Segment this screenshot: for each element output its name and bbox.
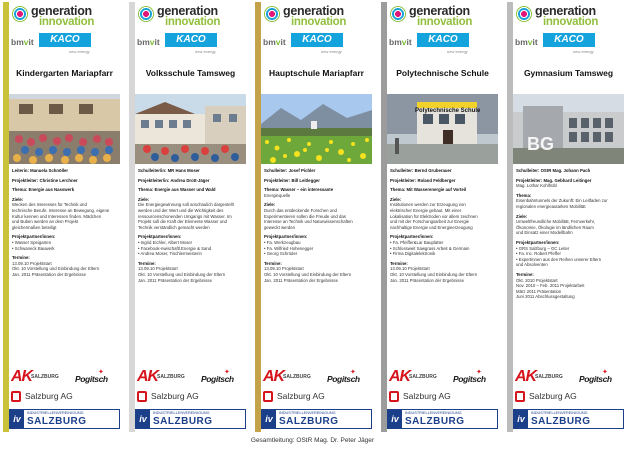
generation-wordmark: generation: [535, 4, 596, 18]
bmvit-logo: bmvit: [137, 37, 160, 47]
photo-signage-text: Polytechnische Schule: [415, 108, 481, 114]
iv-badge-icon: iv: [10, 410, 24, 428]
description-line: Jan. 2011 Präsentation der Ergebnisse: [12, 271, 86, 277]
description-line: Umweltfreundliche Mobilität, Fernverkehr,: [516, 219, 596, 225]
description-line: technische Berufe. Interesse an Bewegung, eigene: [12, 207, 110, 213]
pogitsch-logo: [201, 371, 239, 387]
kaco-tagline: new energy: [69, 49, 90, 54]
description-line: Okt. 2010 Projektstart: [516, 277, 558, 283]
generation-innovation-logo-icon: [12, 6, 28, 22]
salzburg-ag-mark-icon: [515, 391, 525, 402]
iv-badge-icon: iv: [514, 410, 528, 428]
ak-logo: AK: [11, 368, 33, 385]
description-line: • Firma Digitalelektronik: [390, 251, 436, 257]
pogitsch-logo: [75, 371, 113, 387]
description-line: Energiequelle: [264, 192, 291, 198]
school-title: Hauptschule Mariapfarr: [269, 68, 364, 78]
iv-badge-icon: iv: [136, 410, 150, 428]
description-line: • Georg Schröder: [264, 251, 298, 257]
description-line: Projektpartner/innen:: [12, 234, 56, 240]
salzburg-ag-logo: [263, 390, 363, 404]
description-line: Ziele:: [516, 213, 528, 219]
description-line: Lokalisation für Elektroden vor allem zeichnen: [390, 213, 478, 219]
description-line: Experimentieren sollen die Freude und das: [264, 213, 346, 219]
pogitsch-wordmark: Pogitsch: [75, 374, 108, 384]
project-description: [264, 168, 370, 283]
bmvit-logo: bmvit: [515, 37, 538, 47]
kaco-tagline: new energy: [195, 49, 216, 54]
salzburg-ag-label: Salzburg AG: [403, 391, 451, 401]
school-poster-3: [255, 2, 372, 432]
description-line: Projektleiter: Bill Leitlegger: [264, 177, 320, 183]
iv-badge-icon: iv: [262, 410, 276, 428]
description-line: Leiterin: Manuela Schnöller: [12, 168, 69, 173]
description-line: Okt. 10 Vorstellung und Einbindung der Eltern: [12, 266, 100, 272]
iv-line2: SALZBURG: [279, 416, 339, 427]
iv-line2: SALZBURG: [531, 416, 591, 427]
description-line: Ökonomie, Ökologie im ländlichen Raum: [516, 224, 594, 230]
sponsor-header: [9, 2, 120, 62]
star-icon: ✦: [602, 369, 608, 376]
pogitsch-wordmark: Pogitsch: [201, 374, 234, 384]
innovation-wordmark: innovation: [543, 16, 599, 28]
description-line: Schulleiter/in: MR Hans Moser: [138, 168, 200, 173]
bmvit-logo: bmvit: [263, 37, 286, 47]
salzburg-ag-logo: [389, 390, 489, 404]
footer-credit: Gesamtleitung: OStR Mag. Dr. Peter Jäger: [250, 437, 375, 444]
pogitsch-wordmark: Pogitsch: [453, 374, 486, 384]
generation-innovation-logo-icon: [390, 6, 406, 22]
sponsor-logos-row: [11, 368, 116, 390]
description-line: 13.09.10 Projektstart: [264, 266, 304, 272]
school-poster-2: [129, 2, 246, 432]
sponsor-header: [513, 2, 624, 62]
innovation-wordmark: innovation: [165, 16, 221, 28]
iv-line1: INDUSTRIELLENVEREINIGUNG: [279, 411, 336, 415]
salzburg-ag-label: Salzburg AG: [151, 391, 199, 401]
kaco-logo: KACO: [291, 33, 343, 47]
poster-row: [3, 2, 623, 434]
description-line: März 2011 Präsentation: [516, 288, 562, 294]
poster-edge-stripe: [381, 2, 387, 432]
school-photo: [9, 94, 120, 164]
kaco-tagline: new energy: [321, 49, 342, 54]
description-line: Ziele:: [264, 202, 276, 208]
description-line: Technik verständlich gemacht werden: [138, 224, 210, 230]
sponsor-logos-row: [137, 368, 242, 390]
description-line: Thema:: [516, 192, 532, 198]
kaco-tagline: new energy: [447, 49, 468, 54]
description-line: Ziele:: [138, 196, 150, 202]
ak-salzburg-label: SALZBURG: [535, 374, 563, 380]
description-line: Termine:: [138, 260, 156, 266]
generation-wordmark: generation: [31, 4, 92, 18]
description-line: Thema: Mit Wasserenergie auf Vorteil: [390, 187, 467, 193]
iv-line2: SALZBURG: [153, 416, 213, 427]
generation-innovation-logo-icon: [138, 6, 154, 22]
school-poster-1: [3, 2, 120, 432]
salzburg-ag-label: Salzburg AG: [277, 391, 325, 401]
ak-salzburg-label: SALZBURG: [283, 374, 311, 380]
star-icon: ✦: [350, 369, 356, 376]
sponsor-header: [135, 2, 246, 62]
school-title: Gymnasium Tamsweg: [523, 68, 614, 78]
description-line: • Ingrid Eichler, Albert Moser: [138, 239, 193, 245]
description-line: • Fa. Inc. Robert Pfeffer: [516, 251, 561, 257]
iv-salzburg-logo: [261, 409, 372, 429]
description-line: Jan. 2011 Präsentation der Ergebnisse: [390, 277, 464, 283]
iv-salzburg-logo: [387, 409, 498, 429]
description-line: Schulleiter: Josef Pichler: [264, 168, 316, 173]
school-title: Polytechnische Schule: [396, 68, 489, 78]
ak-logo: AK: [137, 368, 159, 385]
description-line: elektrischer Energie gebaut. Mit einer: [390, 207, 462, 213]
description-line: Okt. 10 Vorstellung und Einbindung der Eltern: [264, 271, 352, 277]
description-line: • Schwaneck Bauwerk: [12, 245, 55, 251]
description-line: Eisenbahntunnels der Zukunft: Ein Leitfaden zur: [516, 198, 608, 204]
description-line: nachhaltige Energie und Energieerzeugung: [390, 224, 473, 230]
description-line: Okt. 10 Vorstellung und Einbindung der Eltern: [138, 271, 226, 277]
photo-signage-text: BG: [527, 134, 554, 154]
description-line: Termine:: [516, 271, 534, 277]
sponsor-logos-row: [389, 368, 494, 390]
description-line: Ziele:: [390, 196, 402, 202]
ak-salzburg-label: SALZBURG: [31, 374, 59, 380]
pogitsch-logo: [579, 371, 617, 387]
salzburg-ag-logo: [11, 390, 111, 404]
description-line: und mit der Forschungsarbeit zur Energie: [390, 219, 470, 225]
description-line: • Wasser Speigarten: [12, 239, 52, 245]
iv-badge-icon: iv: [388, 410, 402, 428]
description-line: Projektleiter: Mag. Gebhard Leitinger: [516, 177, 592, 183]
description-line: Thema: Energie aus Wasser und Wald: [138, 187, 216, 193]
kaco-logo: KACO: [165, 33, 217, 47]
school-title: Volksschule Tamsweg: [145, 68, 236, 78]
description-line: Durch das entdeckende Forschen und: [264, 207, 337, 213]
description-line: Projektleiter: Christine Lerchner: [12, 177, 78, 183]
description-line: Schulleiter: OStR Mag. Johann Pach: [516, 168, 591, 173]
school-poster-5: [507, 2, 624, 432]
description-line: Juni 2011 Abschlussgestaltung: [516, 294, 575, 300]
description-line: Nov. 2010 – Feb. 2011 Projektarbeit: [516, 283, 585, 289]
description-line: Projekt soll die Kraft der Elemente Wasser und: [138, 219, 227, 225]
description-line: • Fa. Pfeiffer&Lar Bauplatter: [390, 239, 444, 245]
description-line: werden und der Wert und die Wichtigkeit des: [138, 207, 224, 213]
description-line: Thema: Wasser – ein interessante: [264, 187, 334, 193]
iv-salzburg-logo: [9, 409, 120, 429]
ak-logo: AK: [389, 368, 411, 385]
description-line: und Absolventen: [516, 262, 548, 268]
kaco-logo: KACO: [39, 33, 91, 47]
pogitsch-logo: [453, 371, 491, 387]
project-description: [138, 168, 244, 283]
school-photo: [513, 94, 624, 164]
description-line: 13.09.10 Projektstart: [138, 266, 178, 272]
salzburg-ag-mark-icon: [263, 391, 273, 402]
poster-edge-stripe: [507, 2, 513, 432]
description-line: Projektleiter: Roland Feldberger: [390, 177, 456, 183]
description-line: Okt. 10 Vorstellung und Einbindung der Eltern: [390, 271, 478, 277]
description-line: Thema: Energie aus Nasswerk: [12, 187, 75, 193]
ak-salzburg-label: SALZBURG: [409, 374, 437, 380]
description-line: • Expertinnen aus den Reihen unserer Eltern: [516, 256, 602, 262]
generation-wordmark: generation: [283, 4, 344, 18]
project-description: [516, 168, 622, 300]
generation-innovation-logo-icon: [264, 6, 280, 22]
iv-line1: INDUSTRIELLENVEREINIGUNG: [531, 411, 588, 415]
pogitsch-wordmark: Pogitsch: [327, 374, 360, 384]
sponsor-header: [261, 2, 372, 62]
iv-salzburg-logo: [135, 409, 246, 429]
description-line: Jan. 2011 Präsentation der Ergebnisse: [138, 277, 212, 283]
description-line: Kultur kennen und Interessen finden. Mädchen: [12, 213, 102, 219]
ak-logo: AK: [515, 368, 537, 385]
star-icon: ✦: [98, 369, 104, 376]
description-line: Projektleiter/in: Andrea Drott-Jäger: [138, 177, 210, 183]
generation-wordmark: generation: [157, 4, 218, 18]
sponsor-logos-row: [263, 368, 368, 390]
description-line: Jan. 2011 Präsentation der Ergebnisse: [264, 277, 338, 283]
description-line: geweckt werden: [264, 224, 296, 230]
star-icon: ✦: [476, 369, 482, 376]
description-line: • Andrea Moser, Tischlermeisterin: [138, 251, 202, 257]
description-line: Ziele:: [12, 196, 24, 202]
description-line: und Einsatz einer Modellbahn: [516, 230, 573, 236]
salzburg-ag-mark-icon: [137, 391, 147, 402]
description-line: • Schlossweit Sawgrass Arbeit & Germain: [390, 245, 470, 251]
description-line: 13.09.10 Projektstart: [390, 266, 430, 272]
salzburg-ag-label: Salzburg AG: [529, 391, 577, 401]
iv-line2: SALZBURG: [405, 416, 465, 427]
generation-wordmark: generation: [409, 4, 470, 18]
iv-salzburg-logo: [513, 409, 624, 429]
description-line: und Buben werden an dem Projekt: [12, 219, 79, 225]
ak-logo: AK: [263, 368, 285, 385]
description-line: Termine:: [12, 255, 30, 261]
description-line: Institutionen werden zur Erzeugung von: [390, 202, 466, 208]
description-line: • GRS Salzburg – GC Leiter: [516, 245, 570, 251]
innovation-wordmark: innovation: [39, 16, 95, 28]
poster-edge-stripe: [3, 2, 9, 432]
salzburg-ag-mark-icon: [389, 391, 399, 402]
description-line: Schulleiter: Bernd Gruberauer: [390, 168, 452, 173]
innovation-wordmark: innovation: [417, 16, 473, 28]
ak-salzburg-label: SALZBURG: [157, 374, 185, 380]
sponsor-logos-row: [515, 368, 620, 390]
description-line: • Fa. Wilfried Hohenegger: [264, 245, 314, 251]
description-line: Projektpartner/innen:: [390, 234, 434, 240]
salzburg-ag-logo: [515, 390, 615, 404]
school-photo: [261, 94, 372, 164]
iv-line1: INDUSTRIELLENVEREINIGUNG: [153, 411, 210, 415]
description-line: gleichermaßen beteiligt: [12, 224, 57, 230]
description-line: Die Energiegewinnung soll anschaulich dargestellt: [138, 202, 234, 208]
kaco-logo: KACO: [417, 33, 469, 47]
description-line: Mag. Lothar Kohlhübl: [516, 183, 557, 189]
salzburg-ag-label: Salzburg AG: [25, 391, 73, 401]
description-line: Wecken des Interesses für Technik und: [12, 202, 87, 208]
project-description: [390, 168, 496, 283]
iv-line1: INDUSTRIELLENVEREINIGUNG: [405, 411, 462, 415]
description-line: Termine:: [264, 260, 282, 266]
poster-edge-stripe: [255, 2, 261, 432]
salzburg-ag-logo: [137, 390, 237, 404]
description-line: ressourcenschonenden Umgangs mit Wasser. Im: [138, 213, 232, 219]
description-line: 13.09.10 Projektstart: [12, 260, 52, 266]
description-line: • Fa. Werkzeugbau: [264, 239, 301, 245]
bmvit-logo: bmvit: [11, 37, 34, 47]
sponsor-header: [387, 2, 498, 62]
description-line: • Facebook-nwischaftl.Energie & Sand: [138, 245, 212, 251]
poster-edge-stripe: [129, 2, 135, 432]
kaco-tagline: new energy: [573, 49, 594, 54]
school-photo: [387, 94, 498, 164]
star-icon: ✦: [224, 369, 230, 376]
pogitsch-logo: [327, 371, 365, 387]
generation-innovation-logo-icon: [516, 6, 532, 22]
pogitsch-wordmark: Pogitsch: [579, 374, 612, 384]
description-line: Termine:: [390, 260, 408, 266]
description-line: Projektpartner/innen:: [516, 239, 560, 245]
kaco-logo: KACO: [543, 33, 595, 47]
description-line: Projektpartner/innen:: [264, 234, 308, 240]
school-photo: [135, 94, 246, 164]
school-poster-4: [381, 2, 498, 432]
description-line: Projektpartner/innen:: [138, 234, 182, 240]
bmvit-logo: bmvit: [389, 37, 412, 47]
iv-line1: INDUSTRIELLENVEREINIGUNG: [27, 411, 84, 415]
description-line: Interesse an Technik und Naturwissenschaften: [264, 219, 353, 225]
school-title: Kindergarten Mariapfarr: [16, 68, 113, 78]
project-description: [12, 168, 118, 278]
description-line: regionalen energieautarken Mobilität: [516, 203, 586, 209]
salzburg-ag-mark-icon: [11, 391, 21, 402]
iv-line2: SALZBURG: [27, 416, 87, 427]
innovation-wordmark: innovation: [291, 16, 347, 28]
